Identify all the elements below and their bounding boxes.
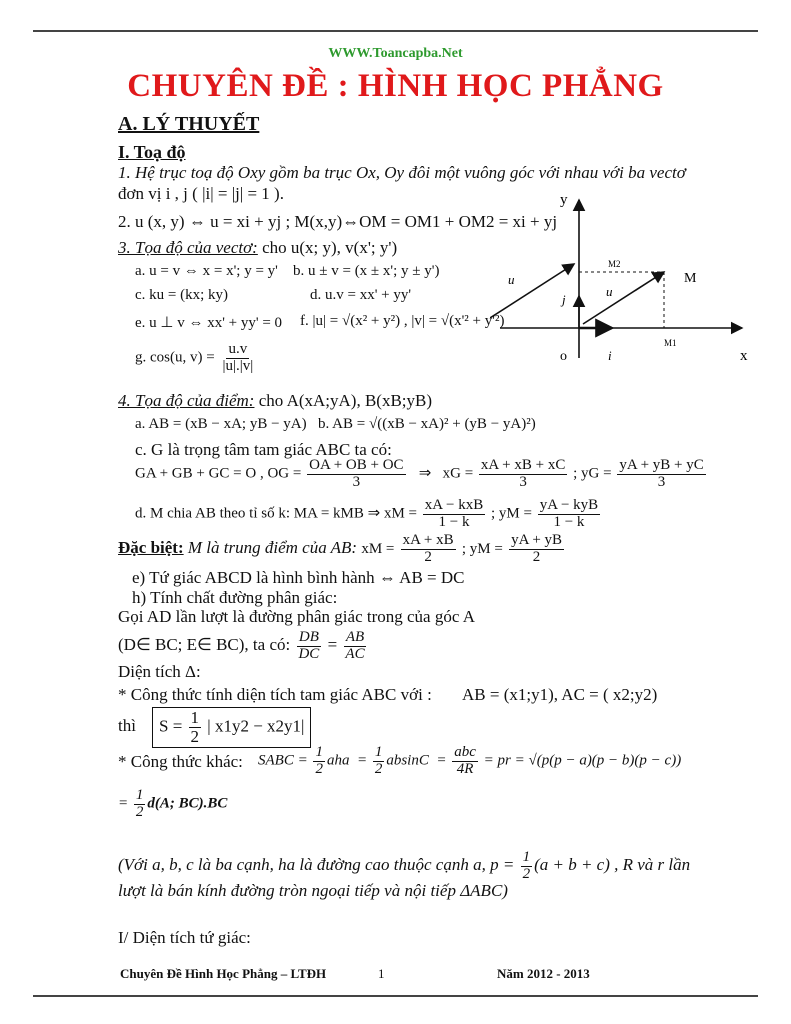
line-4d-text: d. M chia AB theo tỉ số k: MA = kMB ⇒ xyxy=(135,505,381,522)
midpoint-xm-denominator: 2 xyxy=(424,548,432,565)
line-3b: b. u ± v = (x ± x'; y ± y') xyxy=(293,263,440,279)
note-half-denominator: 2 xyxy=(522,865,531,882)
distance-term: d(A; BC).BC xyxy=(147,795,228,812)
vector-i-label: i xyxy=(608,348,612,363)
xm-ratio-denominator: 1 − k xyxy=(438,513,470,530)
ym-ratio-fraction xyxy=(538,498,600,531)
m-label: M xyxy=(684,271,697,286)
yg-fraction xyxy=(617,458,705,491)
special-text: M là trung điểm của AB: xyxy=(183,538,358,558)
other-formulas-heading: * Công thức khác: xyxy=(118,752,243,771)
cos-numerator: u.v xyxy=(228,341,248,357)
midpoint-xm-numerator: xA + xB xyxy=(402,532,454,548)
line-4-rest: cho A(xA;yA), B(xB;yB) xyxy=(254,391,433,410)
midpoint-ym-fraction xyxy=(509,533,564,566)
centroid-formula xyxy=(135,458,708,491)
bisector-condition: (D∈ BC; E∈ BC), ta có: xyxy=(118,635,291,655)
special-heading: Đặc biệt: xyxy=(118,538,184,558)
other-s-label: SABC = xyxy=(258,752,308,769)
bisector-equals: = xyxy=(327,635,338,655)
distance-half xyxy=(134,788,146,821)
line-4c: c. G là trọng tâm tam giác ABC ta có: xyxy=(135,440,392,459)
ym-ratio-denominator: 1 − k xyxy=(553,513,585,530)
xg-label: xG = xyxy=(442,465,474,482)
bisector-fraction-left xyxy=(296,630,321,663)
bottom-rule xyxy=(33,995,758,997)
line-3-rest: cho u(x; y), v(x'; y') xyxy=(257,238,398,257)
note-line-1-text: (Với a, b, c là ba cạnh, ha là đường cao thuộc cạnh a, p = xyxy=(118,855,515,875)
yg-numerator: yA + yB + yC xyxy=(619,457,704,473)
line-4b: b. AB = √((xB − xA)² + (yB − yA)²) xyxy=(318,416,536,432)
bisector-numerator-right: AB xyxy=(345,629,365,645)
ym-ratio-numerator: yA − kyB xyxy=(539,497,599,513)
special-case xyxy=(118,533,566,566)
vector-u-to-m xyxy=(583,272,664,324)
line-1a: 1. Hệ trục toạ độ Oxy gồm ba trục Ox, Oy đôi một vuông góc với nhau với ba vectơ xyxy=(118,163,686,182)
line-h-bisector: h) Tính chất đường phân giác: xyxy=(132,588,338,607)
area-boxed-formula xyxy=(152,707,311,748)
centroid-vectors: GA + GB + GC = O , OG = xyxy=(135,465,302,482)
midpoint-xm-fraction xyxy=(401,533,456,566)
other-half-2-numerator: 1 xyxy=(374,744,383,760)
other-term-1: aha xyxy=(326,752,350,769)
other-half-1-numerator: 1 xyxy=(315,744,323,760)
line-3a: a. u = v ⇔ x = x'; y = y' xyxy=(135,263,278,279)
xm-label: xM = xyxy=(383,505,418,522)
other-half-2-denominator: 2 xyxy=(374,760,383,777)
footer-right: Năm 2012 - 2013 xyxy=(497,966,590,981)
vector-u-free-label: u xyxy=(508,272,515,287)
area-formula-intro: * Công thức tính diện tích tam giác ABC với : xyxy=(118,685,432,704)
cos-denominator: |u|.|v| xyxy=(222,357,254,374)
implies-symbol: ⇒ xyxy=(418,465,432,482)
line-4d xyxy=(135,498,602,531)
other-term-2: absinC xyxy=(386,752,429,769)
site-url[interactable]: WWW.Toancapba.Net xyxy=(328,46,463,61)
other-equals-1: = xyxy=(356,752,368,769)
quadrilateral-area-heading: I/ Diện tích tứ giác: xyxy=(118,928,251,947)
line-3-heading: 3. Tọa độ của vectơ: xyxy=(118,238,258,257)
area-box xyxy=(152,707,311,748)
m1-label: M1 xyxy=(664,338,677,348)
line-3e: e. u ⊥ v ⇔ xx' + yy' = 0 xyxy=(135,315,283,331)
og-numerator: OA + OB + OC xyxy=(309,457,404,473)
note-half xyxy=(521,850,533,883)
distance-equals: = xyxy=(118,795,129,812)
og-denominator: 3 xyxy=(352,473,361,490)
vector-j-label: j xyxy=(562,292,566,307)
area-box-half xyxy=(189,709,202,746)
bisector-line-2 xyxy=(118,630,369,663)
other-formulas xyxy=(258,745,681,778)
area-then: thì xyxy=(118,716,136,735)
line-e-parallelogram: e) Tứ giác ABCD là hình bình hành ⇔ AB = DC xyxy=(132,568,465,587)
distance-formula xyxy=(118,788,227,821)
area-box-s: S = xyxy=(159,716,183,736)
bisector-line-1: Gọi AD lần lượt là đường phân giác trong của góc A xyxy=(118,607,475,626)
other-term-4: = pr = √(p(p − a)(p − b)(p − c)) xyxy=(483,752,682,769)
area-box-half-numerator: 1 xyxy=(190,708,200,727)
bisector-denominator-right: AC xyxy=(345,645,365,662)
vector-coordinate-figure xyxy=(490,188,756,366)
m2-label: M2 xyxy=(608,259,621,269)
line-4a: a. AB = (xB − xA; yB − yA) xyxy=(135,416,307,432)
distance-half-denominator: 2 xyxy=(135,803,144,820)
bisector-numerator-left: DB xyxy=(298,629,319,645)
xg-denominator: 3 xyxy=(519,473,527,490)
line-2: 2. u (x, y) ⇔ u = xi + yj ; M(x,y)⇔OM = OM1 + OM2 = xi + yj xyxy=(118,212,558,231)
other-half-1-denominator: 2 xyxy=(315,760,323,777)
bisector-fraction-right xyxy=(343,630,366,663)
midpoint-xm-label: xM = xyxy=(361,541,395,558)
xm-ratio-numerator: xA − kxB xyxy=(424,497,484,513)
page-title: CHUYÊN ĐỀ : HÌNH HỌC PHẲNG xyxy=(127,68,664,104)
note-line-1 xyxy=(118,850,690,883)
cos-fraction xyxy=(220,342,255,375)
other-abc-denominator: 4R xyxy=(456,760,474,777)
area-formula-vectors: AB = (x1;y1), AC = ( x2;y2) xyxy=(462,685,658,704)
bisector-denominator-left: DC xyxy=(298,645,320,662)
other-half-1 xyxy=(313,745,325,778)
area-box-rest: | x1y2 − x2y1| xyxy=(207,716,305,736)
note-line-1-end: (a + b + c) , R và r lần xyxy=(534,855,691,875)
line-3g xyxy=(135,342,257,375)
vector-u-free xyxy=(490,264,574,318)
area-box-half-denominator: 2 xyxy=(190,726,200,746)
line-4-heading: 4. Tọa độ của điểm: xyxy=(118,391,255,410)
other-equals-2: = xyxy=(436,752,447,769)
line-3f: f. |u| = √(x² + y²) , |v| = √(x'² + y'²) xyxy=(300,313,505,329)
note-line-2: lượt là bán kính đường tròn ngoại tiếp và nội tiếp ΔABC) xyxy=(118,881,508,900)
y-axis-label: y xyxy=(560,192,568,208)
area-heading: Diện tích Δ: xyxy=(118,662,201,681)
x-axis-label: x xyxy=(740,348,748,364)
top-rule xyxy=(33,30,758,32)
xm-ratio-fraction xyxy=(423,498,485,531)
yg-denominator: 3 xyxy=(657,473,666,490)
line-3d: d. u.v = xx' + yy' xyxy=(310,287,412,303)
xg-fraction xyxy=(479,458,567,491)
og-fraction xyxy=(307,458,405,491)
xg-numerator: xA + xB + xC xyxy=(480,457,566,473)
note-half-numerator: 1 xyxy=(522,849,531,865)
other-abc-numerator: abc xyxy=(454,744,476,760)
other-abc-fraction xyxy=(452,745,478,778)
midpoint-ym-denominator: 2 xyxy=(532,548,541,565)
distance-half-numerator: 1 xyxy=(135,787,144,803)
line-4 xyxy=(118,391,432,411)
footer-page-number: 1 xyxy=(378,966,385,981)
other-half-2 xyxy=(373,745,385,778)
yg-label: ; yG = xyxy=(573,465,612,482)
line-3c: c. ku = (kx; ky) xyxy=(135,287,229,303)
line-1b: đơn vị i , j ( |i| = |j| = 1 ). xyxy=(118,184,284,203)
midpoint-ym-label: ; yM = xyxy=(461,541,503,558)
midpoint-ym-numerator: yA + yB xyxy=(511,532,563,548)
origin-label: o xyxy=(560,349,567,364)
section-coordinates-heading: I. Toạ độ xyxy=(118,142,186,162)
vector-u-label: u xyxy=(606,284,613,299)
section-theory-heading: A. LÝ THUYẾT xyxy=(118,113,260,135)
line-3g-lhs: g. cos(u, v) = xyxy=(135,349,215,366)
footer-left: Chuyên Đề Hình Học Phẳng – LTĐH xyxy=(120,966,327,981)
ym-label: ; yM = xyxy=(491,505,532,522)
line-3 xyxy=(118,238,397,258)
